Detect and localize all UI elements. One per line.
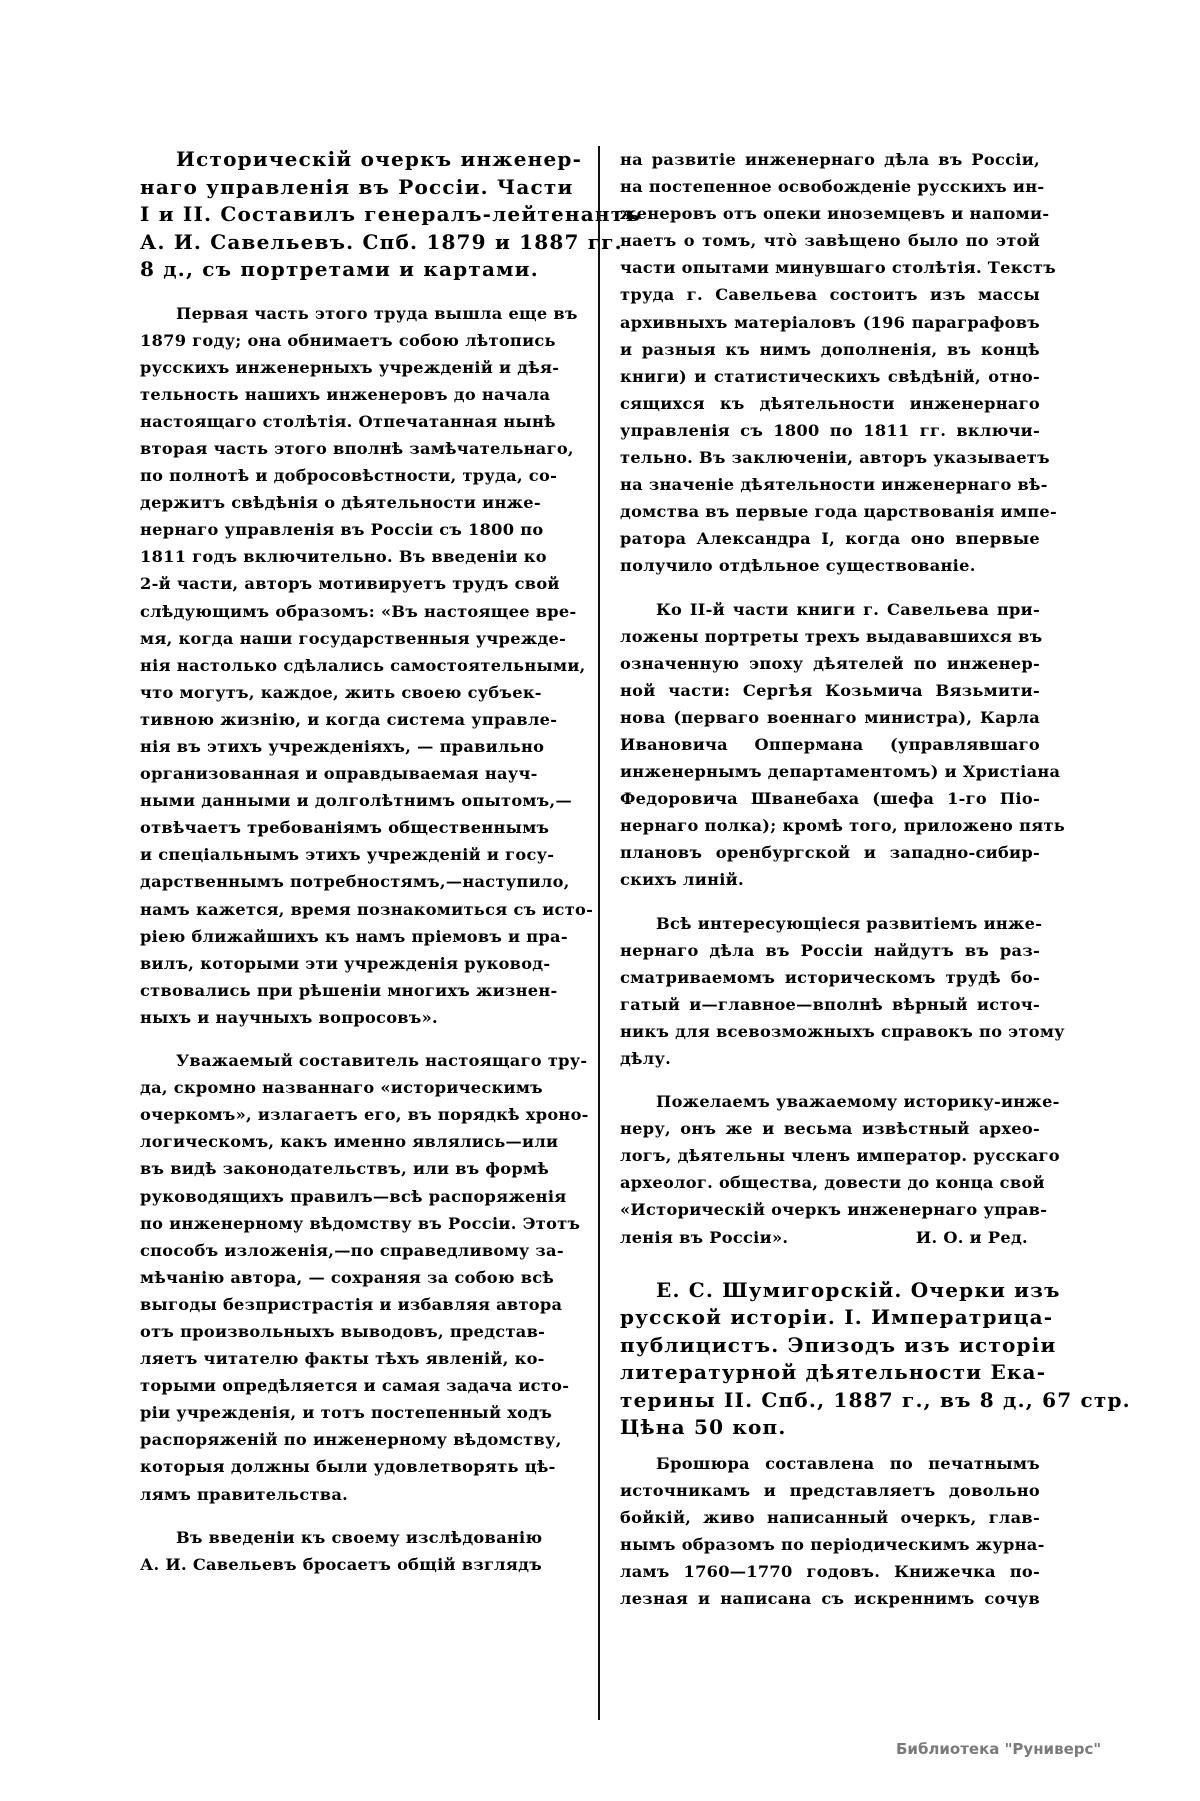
paragraph [620,1450,1045,1613]
review-title-savelyev [140,146,583,174]
text-line: и разныя къ нимъ дополненія, въ концѣ [620,339,1040,359]
text-line: книги) и статистическихъ свѣдѣній, отно- [620,366,1040,386]
text-line: Уважаемый составитель настоящаго тру- [176,1051,588,1071]
text-line: получило отдѣльное существованіе. [620,556,976,576]
text-line: сящихся къ дѣятельности инженернаго [620,393,1040,413]
paragraph [140,300,594,1032]
text-line: логъ, дѣятельны членъ император. русскаго [620,1146,1060,1166]
text-line: отъ произвольныхъ выводовъ, представ- [140,1321,546,1341]
text-line: ной части: Сергѣя Козьмича Вязьмити- [620,680,1040,700]
text-line: держитъ свѣдѣнія о дѣятельности инже- [140,493,541,513]
text-line: скихъ линій. [620,870,744,890]
text-line: архивныхъ матеріаловъ (196 параграфовъ [620,312,1040,332]
text-line: ратора Александра I, когда оно впервые [620,529,1040,549]
text-line: мя, когда наши государственныя учрежде- [140,628,567,648]
title-line: русской исторіи. I. Императрица- [620,1305,1054,1330]
title-line: Цѣна 50 коп. [620,1415,787,1440]
title-line: литературной дѣятельности Ека- [620,1360,1047,1385]
paragraph [620,1088,1060,1251]
text-line: организованная и оправдываемая науч- [140,764,538,784]
text-line: настоящаго столѣтія. Отпечатанная нынѣ [140,411,556,431]
text-line: источникамъ и представляетъ довольно [620,1480,1040,1500]
text-line: тельность нашихъ инженеровъ до начала [140,384,551,404]
text-line: гатый и—главное—вполнѣ вѣрный источ- [620,994,1040,1014]
text-line: 1811 годъ включительно. Въ введеніи ко [140,547,547,567]
text-line: по полнотѣ и добросовѣстности, труда, со- [140,466,558,486]
text-line: женеровъ отъ опеки иноземцевъ и напоми- [620,204,1050,224]
text-line: распоряженій по инженерному вѣдомству, [140,1430,562,1450]
text-line: дарственнымъ потребностямъ,—наступило, [140,872,570,892]
text-line: тельно. Въ заключеніи, авторъ указываетъ [620,448,1050,468]
right-column [620,146,1131,1612]
text-line: на постепенное освобожденіе русскихъ ин- [620,177,1045,197]
text-line: инженернымъ департаментомъ) и Христіана [620,762,1061,782]
text-line: слѣдующимъ образомъ: «Въ настоящее вре- [140,601,577,621]
text-line: «Историческій очеркъ инженернаго управ- [620,1200,1048,1220]
text-line: способъ изложенія,—по справедливому за- [140,1240,564,1260]
title-line: 8 д., съ портретами и картами. [140,257,539,281]
paragraph [140,1524,543,1578]
text-line: Первая часть этого труда вышла еще въ [176,303,578,323]
text-line: означенную эпоху дѣятелей по инженер- [620,653,1040,673]
text-line: нія настолько сдѣлались самостоятельными, [140,655,586,675]
text-line: руководящихъ правилъ—всѣ распоряженія [140,1186,567,1206]
paragraph [620,596,1066,894]
text-line: плановъ оренбургской и западно-сибир- [620,843,1040,863]
text-line: 2-й части, авторъ мотивируетъ трудъ свой [140,574,560,594]
title-line: I и II. Составилъ генералъ-лейтенантъ [140,202,641,226]
text-line: логическомъ, какъ именно являлись—или [140,1132,559,1152]
text-line: сматриваемомъ историческомъ трудѣ бо- [620,967,1040,987]
text-line: А. И. Савельевъ бросаетъ общій взглядъ [140,1554,542,1574]
text-line: русскихъ инженерныхъ учрежденій и дѣя- [140,357,560,377]
text-line: Федоровича Шванебаха (шефа 1-го Піо- [620,789,1040,809]
text-line: лямъ правительства. [140,1484,349,1504]
text-line: нія въ этихъ учрежденіяхъ, — правильно [140,737,545,756]
text-line: тивною жизнію, и когда система управле- [140,709,558,729]
text-line: лезная и написана съ искреннимъ сочув [620,1589,1040,1609]
title-line: терины II. Спб., 1887 г., въ 8 д., 67 стр. [620,1387,1131,1412]
text-line: вторая часть этого вполнѣ замѣчательнаго, [140,438,574,458]
title-line: публицистъ. Эпизодъ изъ исторіи [620,1332,1057,1357]
review-title-shumigorsky [620,1277,1131,1442]
text-line: археолог. общества, довести до конца свой [620,1173,1045,1193]
text-line: домства въ первые года царствованія импе- [620,502,1057,522]
text-line: ленія въ Россіи». [620,1227,789,1247]
title-line: наго управленія въ Россіи. Части [140,174,574,199]
text-line: неру, онъ же и весьма извѣстный архео- [620,1119,1040,1139]
text-line: 1879 году; она обнимаетъ собою лѣтопись [140,330,556,350]
text-line: по инженерному вѣдомству въ Россіи. Этотъ [140,1213,581,1233]
text-line: на значеніе дѣятельности инженернаго вѣ- [620,475,1048,495]
text-line: Пожелаемъ уважаемому историку-инже- [656,1092,1060,1112]
text-line: нернаго дѣла въ Россіи найдутъ въ раз- [620,940,1040,960]
text-line: дѣлу. [620,1049,672,1068]
text-line: отвѣчаетъ требованіямъ общественнымъ [140,818,550,838]
text-line: что могутъ, каждое, жить своею субъек- [140,682,542,702]
text-line: ными данными и долголѣтнимъ опытомъ,— [140,791,572,811]
paragraph [620,910,1065,1073]
text-line: ріею ближайшихъ къ намъ пріемовъ и пра- [140,926,568,946]
text-line: намъ кажется, время познакомиться съ исто- [140,899,594,919]
text-line: Всѣ интересующіеся развитіемъ инже- [656,913,1043,933]
library-watermark: Библиотека "Руниверс" [896,1740,1102,1758]
column-divider [598,146,600,1720]
text-line: вилъ, которыми эти учрежденія руковод- [140,953,551,973]
text-line: Въ введеніи къ своему изслѣдованію [176,1527,543,1547]
text-line: выгоды безпристрастія и избавляя автора [140,1294,563,1314]
text-line: бойкій, живо написанный очеркъ, глав- [620,1507,1040,1527]
title-line: А. И. Савельевъ. Спб. 1879 и 1887 гг. [140,229,623,254]
text-line: управленія съ 1800 по 1811 гг. включи- [620,420,1040,440]
text-line: и спеціальнымъ этихъ учрежденій и госу- [140,845,555,865]
text-line: ріи учрежденія, и тотъ постепенный ходъ [140,1403,553,1423]
left-column [140,146,641,1578]
title-line: Историческій очеркъ инженер- [176,147,583,171]
review-title-savelyev-cont [140,174,641,284]
text-line: Ивановича Оппермана (управлявшаго [620,734,1040,754]
text-line: труда г. Савельева состоитъ изъ массы [620,285,1040,305]
text-line: ложены портреты трехъ выдававшихся въ [620,626,1043,646]
text-line: части опытами минувшаго столѣтія. Текстъ [620,258,1056,278]
text-line: въ видѣ законодательствъ, или въ формѣ [140,1159,550,1179]
text-line: очеркомъ», излагаетъ его, въ порядкѣ хроно- [140,1105,589,1125]
text-line: ныхъ и научныхъ вопросовъ». [140,1007,438,1027]
text-line: Ко II-й части книги г. Савельева при- [656,599,1040,619]
text-line: нова (перваго военнаго министра), Карла [620,707,1040,727]
signature: И. О. и Ред. [915,1227,1028,1247]
text-line: да, скромно названнаго «историческимъ [140,1078,543,1098]
text-line: которыя должны были удовлетворять цѣ- [140,1457,556,1477]
text-line: ламъ 1760—1770 годовъ. Книжечка по- [620,1562,1040,1582]
paragraph [140,1047,589,1508]
paragraph [620,146,1057,580]
signature-row [620,1224,1040,1251]
text-line: на развитіе инженернаго дѣла въ Россіи, [620,150,1040,169]
text-line: ствовались при рѣшеніи многихъ жизнен- [140,980,558,1000]
text-line: никъ для всевозможныхъ справокъ по этому [620,1021,1065,1041]
text-line: мѣчанію автора, — сохраняя за собою всѣ [140,1267,555,1287]
text-line: ляетъ читателю факты тѣхъ явленій, ко- [140,1349,545,1369]
text-line: нымъ образомъ по періодическимъ журна- [620,1534,1045,1554]
text-line: торыми опредѣляется и самая задача исто- [140,1376,570,1396]
text-line: нернаго полка); кромѣ того, приложено пять [620,816,1066,836]
text-line: Брошюра составлена по печатнымъ [656,1453,1040,1473]
title-line: Е. С. Шумигорскій. Очерки изъ [656,1277,1061,1302]
text-line: нернаго управленія въ Россіи съ 1800 по [140,520,544,540]
text-line: наетъ о томъ, что̀ завѣщено было по этой [620,231,1040,251]
